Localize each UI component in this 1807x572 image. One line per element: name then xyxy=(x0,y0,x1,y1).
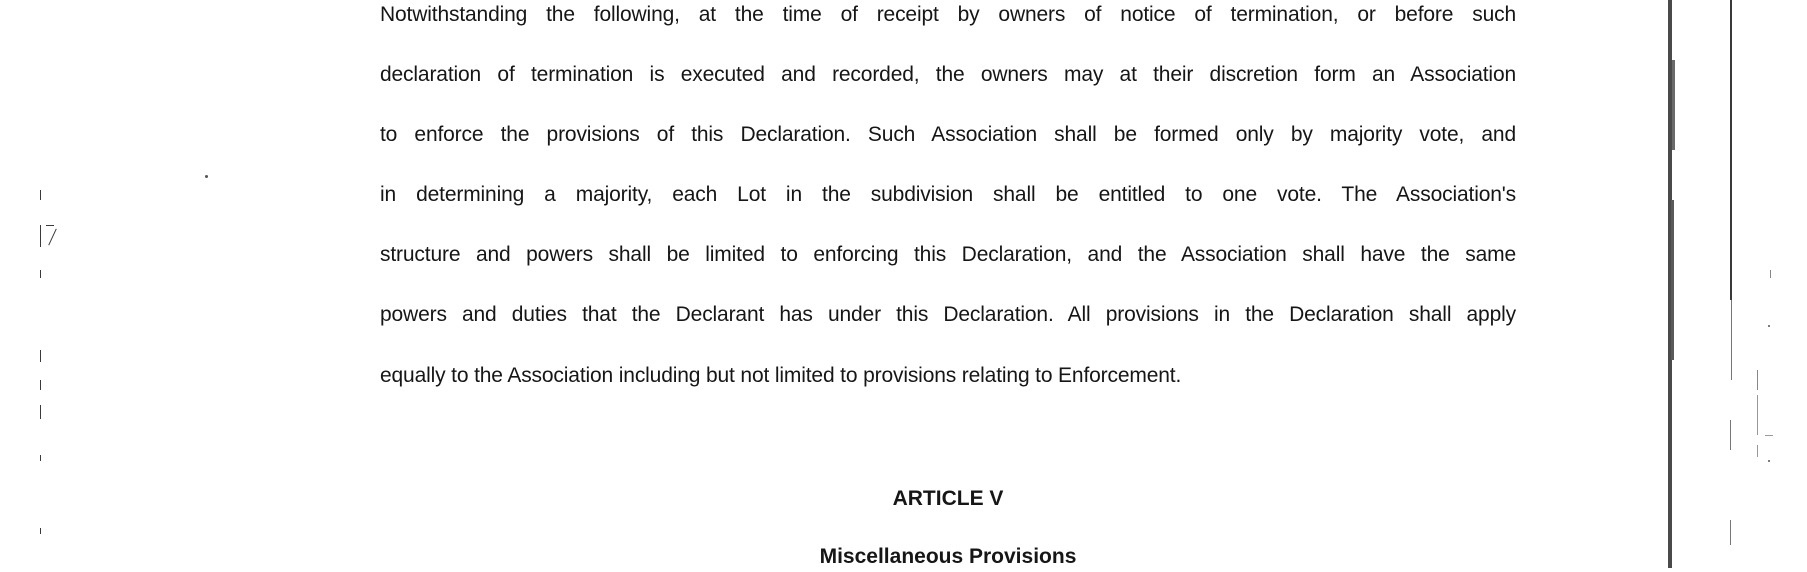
article-subheading: Miscellaneous Provisions xyxy=(819,545,1077,568)
paragraph-line: to enforce the provisions of this Declaration. Such Association shall be formed only by majority vote, and xyxy=(380,123,1516,146)
paragraph-line: in determining a majority, each Lot in the subdivision shall be entitled to one vote. The Association's xyxy=(380,183,1516,206)
paragraph-line: declaration of termination is executed and recorded, the owners may at their discretion form an Association xyxy=(380,63,1516,86)
paragraph-line: equally to the Association including but not limited to provisions relating to Enforcement. xyxy=(380,364,1182,387)
paragraph-line: powers and duties that the Declarant has under this Declaration. All provisions in the Declaration shall apply xyxy=(380,303,1516,326)
paragraph-line: Notwithstanding the following, at the time of receipt by owners of notice of termination, or before such xyxy=(380,3,1516,26)
article-heading: ARTICLE V xyxy=(892,487,1004,510)
paragraph-line: structure and powers shall be limited to enforcing this Declaration, and the Association shall have the same xyxy=(380,243,1516,266)
